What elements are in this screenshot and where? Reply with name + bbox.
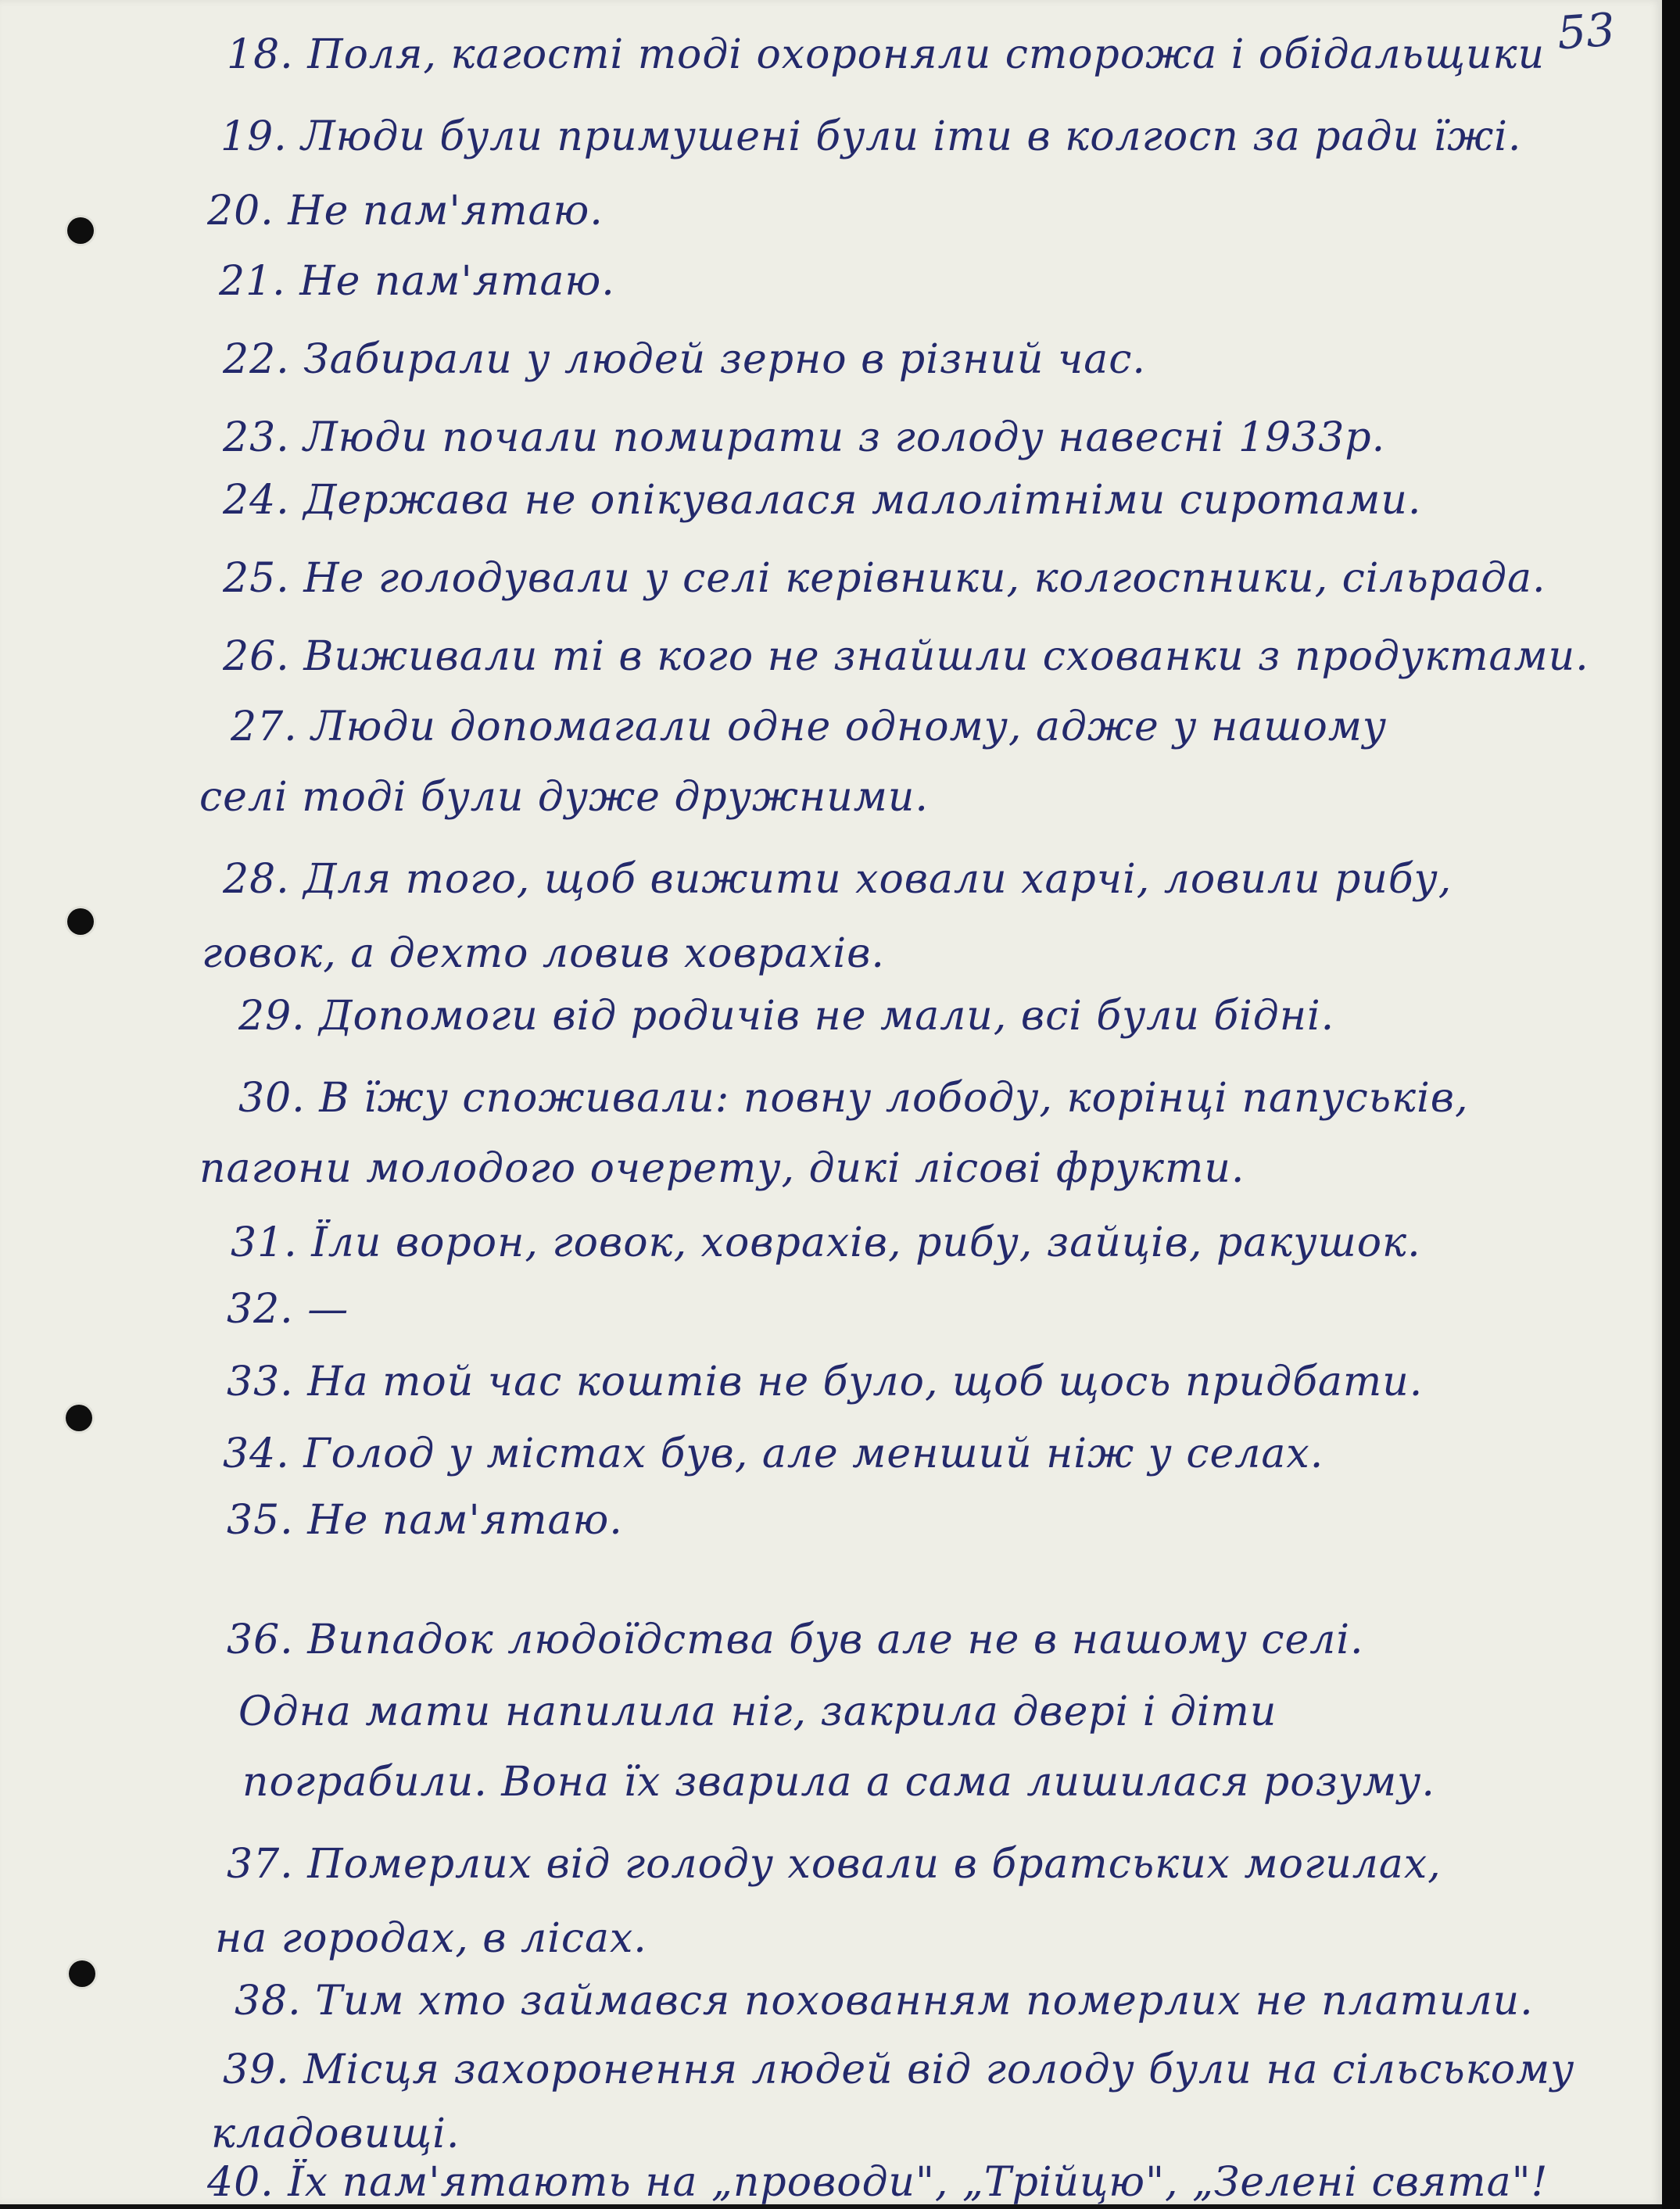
answer-line: 24. Держава не опікувалася малолітніми сиротами. <box>223 477 1422 524</box>
answer-line: 37. Померлих від голоду ховали в братських могилах, <box>227 1841 1442 1888</box>
answer-line: пагони молодого очерету, дикі лісові фрукти. <box>199 1145 1245 1192</box>
answer-line: 38. Тим хто займався похованням померлих не платили. <box>235 1978 1534 2025</box>
binder-hole-3 <box>66 1405 92 1431</box>
answer-line: 22. Забирали у людей зерно в різний час. <box>223 336 1146 383</box>
page-number: 53 <box>1555 2 1617 60</box>
answer-line: 40. Їх пам'ятають на „проводи", „Трійцю", „Зелені свята"! <box>207 2159 1549 2206</box>
answer-line: на городах, в лісах. <box>215 1915 647 1962</box>
answer-line: 20. Не пам'ятаю. <box>207 188 604 235</box>
answer-line: 27. Люди допомагали одне одному, адже у нашому <box>231 704 1388 750</box>
answer-line: селі тоді були дуже дружними. <box>199 774 929 821</box>
answer-line: кладовищі. <box>211 2111 460 2157</box>
answer-line: 26. Виживали ті в кого не знайшли схованки з продуктами. <box>223 633 1589 680</box>
answer-line: 23. Люди почали помирати з голоду навесні 1933р. <box>223 414 1386 461</box>
answer-line: Одна мати напилила ніг, закрила двері і діти <box>238 1688 1277 1735</box>
answer-line: 29. Допомоги від родичів не мали, всі були бідні. <box>238 993 1335 1040</box>
binder-hole-2 <box>67 908 94 935</box>
answer-line: 19. Люди були примушені були іти в колгосп за ради їжі. <box>220 113 1522 160</box>
answer-line: 21. Не пам'ятаю. <box>219 258 615 305</box>
answer-line: 25. Не голодували у селі керівники, колгоспники, сільрада. <box>223 555 1546 602</box>
answer-line: 39. Місця захоронення людей від голоду були на сільському <box>223 2046 1575 2093</box>
answer-line: 33. На той час коштів не було, щоб щось придбати. <box>227 1359 1424 1405</box>
binder-hole-1 <box>67 217 94 244</box>
answer-line: 30. В їжу споживали: повну лободу, корінці папуськів, <box>238 1075 1469 1122</box>
answer-line: 36. Випадок людоїдства був але не в нашому селі. <box>227 1616 1364 1663</box>
answer-line: 28. Для того, щоб вижити ховали харчі, ловили рибу, <box>223 856 1453 903</box>
answer-line: 31. Їли ворон, говок, ховрахів, рибу, зайців, ракушок. <box>231 1219 1421 1266</box>
binder-hole-4 <box>69 1960 95 1987</box>
answer-line: 35. Не пам'ятаю. <box>227 1497 623 1544</box>
answer-line: 18. Поля, кагості тоді охороняли сторожа і обідальщики <box>227 31 1546 78</box>
answer-line: пограбили. Вона їх зварила а сама лишилася розуму. <box>242 1759 1435 1806</box>
answer-line: 34. Голод у містах був, але менший ніж у селах. <box>223 1430 1324 1477</box>
answer-line: говок, а дехто ловив ховрахів. <box>202 930 885 977</box>
answer-line: 32. — <box>227 1286 349 1333</box>
scan-edge <box>1662 0 1680 2209</box>
